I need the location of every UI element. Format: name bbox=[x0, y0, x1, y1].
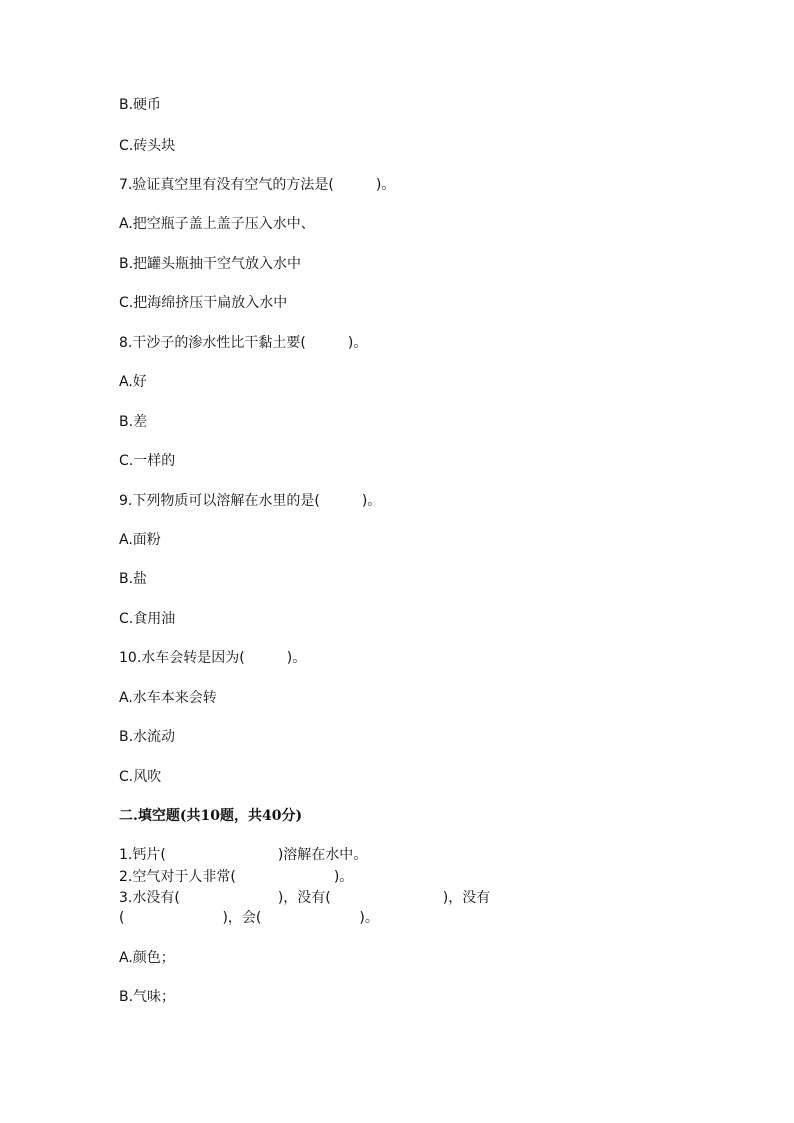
q9-option-a: A.面粉 bbox=[119, 532, 161, 548]
q8-question: 8.干沙子的渗水性比干黏土要( )。 bbox=[119, 335, 368, 351]
section-two-option-a: A.颜色； bbox=[119, 950, 175, 966]
q8-option-b: B.差 bbox=[119, 414, 148, 430]
section-two-heading: 二.填空题(共10题，共40分) bbox=[119, 808, 303, 824]
q10-option-b: B.水流动 bbox=[119, 729, 176, 745]
q7-option-b: B.把罐头瓶抽干空气放入水中 bbox=[119, 256, 302, 272]
q10-option-c: C.风吹 bbox=[119, 769, 162, 785]
q10-question: 10.水车会转是因为( )。 bbox=[119, 650, 307, 666]
q7-option-c: C.把海绵挤压干扁放入水中 bbox=[119, 295, 288, 311]
q9-question: 9.下列物质可以溶解在水里的是( )。 bbox=[119, 493, 382, 509]
fill-item-3-line-2: ( )，会( )。 bbox=[119, 910, 379, 926]
q6-option-c: C.砖头块 bbox=[119, 138, 176, 154]
fill-item-3-line-1: 3.水没有( )，没有( )，没有 bbox=[119, 890, 491, 906]
fill-item-1: 1.钙片( )溶解在水中。 bbox=[119, 847, 368, 863]
q9-option-c: C.食用油 bbox=[119, 611, 176, 627]
q9-option-b: B.盐 bbox=[119, 571, 148, 587]
q6-option-b: B.硬币 bbox=[119, 97, 162, 113]
q10-option-a: A.水车本来会转 bbox=[119, 690, 217, 706]
fill-item-2: 2.空气对于人非常( )。 bbox=[119, 869, 354, 885]
q7-option-a: A.把空瓶子盖上盖子压入水中、 bbox=[119, 216, 315, 232]
q8-option-c: C.一样的 bbox=[119, 453, 176, 469]
q7-question: 7.验证真空里有没有空气的方法是( )。 bbox=[119, 177, 396, 193]
q8-option-a: A.好 bbox=[119, 374, 147, 390]
section-two-option-b: B.气味； bbox=[119, 989, 176, 1005]
